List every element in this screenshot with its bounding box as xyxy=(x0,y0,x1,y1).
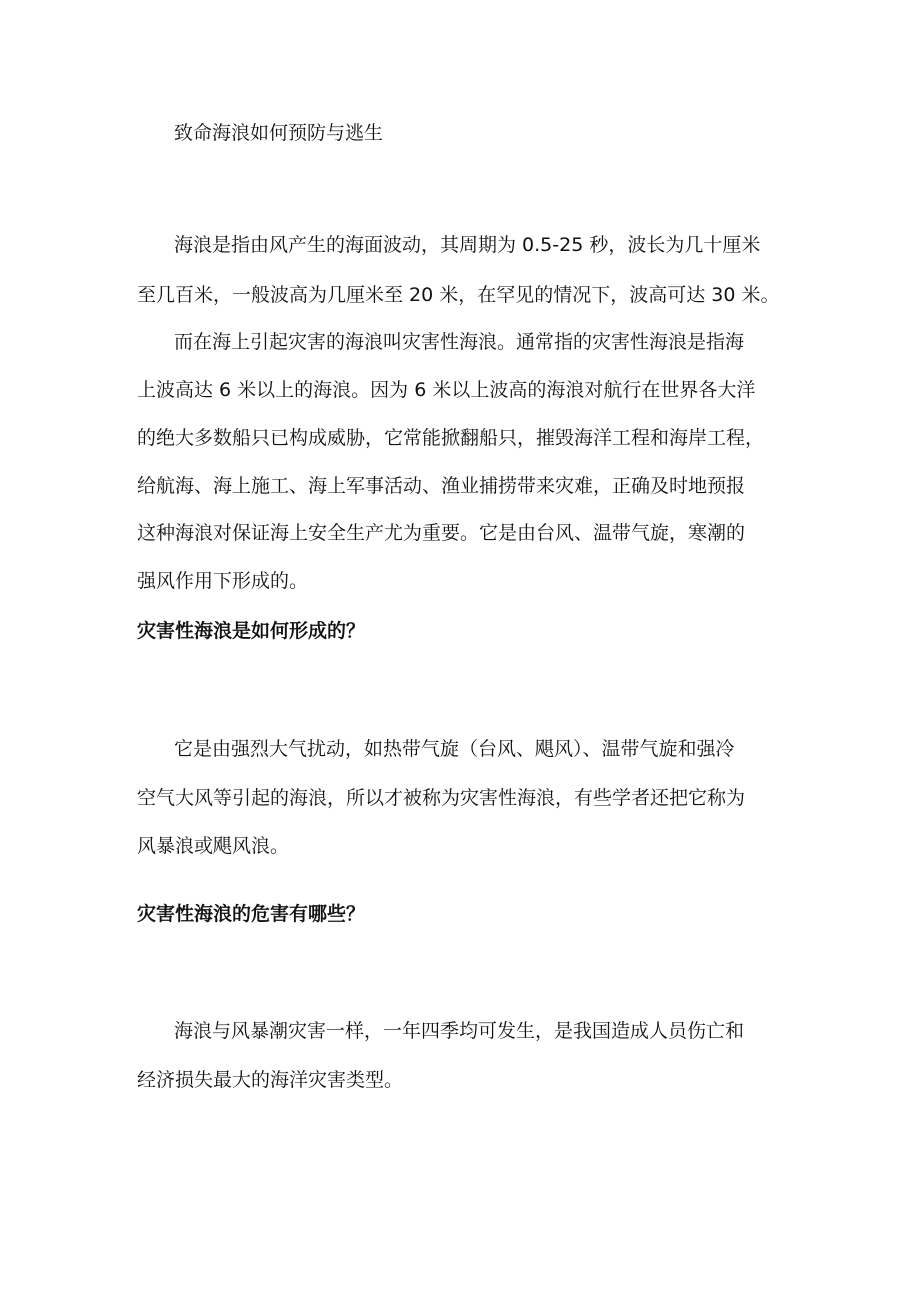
paragraph-line: 的绝大多数船只已构成威胁，它常能掀翻船只，摧毁海洋工程和海岸工程， xyxy=(137,427,765,449)
paragraph-line: 至几百米，一般波高为几厘米至 20 米，在罕见的情况下，波高可达 30 米。 xyxy=(137,284,780,306)
paragraph-line: 风暴浪或飓风浪。 xyxy=(137,835,290,857)
paragraph-line: 空气大风等引起的海浪，所以才被称为灾害性海浪，有些学者还把它称为 xyxy=(137,787,746,809)
section-heading: 灾害性海浪是如何形成的？ xyxy=(137,620,366,642)
document-title: 致命海浪如何预防与逃生 xyxy=(174,122,384,144)
paragraph-line: 海浪与风暴潮灾害一样，一年四季均可发生，是我国造成人员伤亡和 xyxy=(174,1020,745,1042)
paragraph-line: 给航海、海上施工、海上军事活动、渔业捕捞带来灾难，正确及时地预报 xyxy=(137,475,746,497)
paragraph-line: 这种海浪对保证海上安全生产尤为重要。它是由台风、温带气旋，寒潮的 xyxy=(137,522,746,544)
section-heading: 灾害性海浪的危害有哪些？ xyxy=(137,903,366,925)
paragraph-line: 海浪是指由风产生的海面波动，其周期为 0.5-25 秒，波长为几十厘米 xyxy=(174,234,761,256)
paragraph-line: 而在海上引起灾害的海浪叫灾害性海浪。通常指的灾害性海浪是指海 xyxy=(174,331,745,353)
paragraph-line: 它是由强烈大气扰动，如热带气旋（台风、飓风）、温带气旋和强冷 xyxy=(174,738,735,760)
paragraph-line: 强风作用下形成的。 xyxy=(137,570,309,592)
paragraph-line: 上波高达 6 米以上的海浪。因为 6 米以上波高的海浪对航行在世界各大洋 xyxy=(137,379,756,401)
paragraph-line: 经济损失最大的海洋灾害类型。 xyxy=(137,1069,404,1091)
